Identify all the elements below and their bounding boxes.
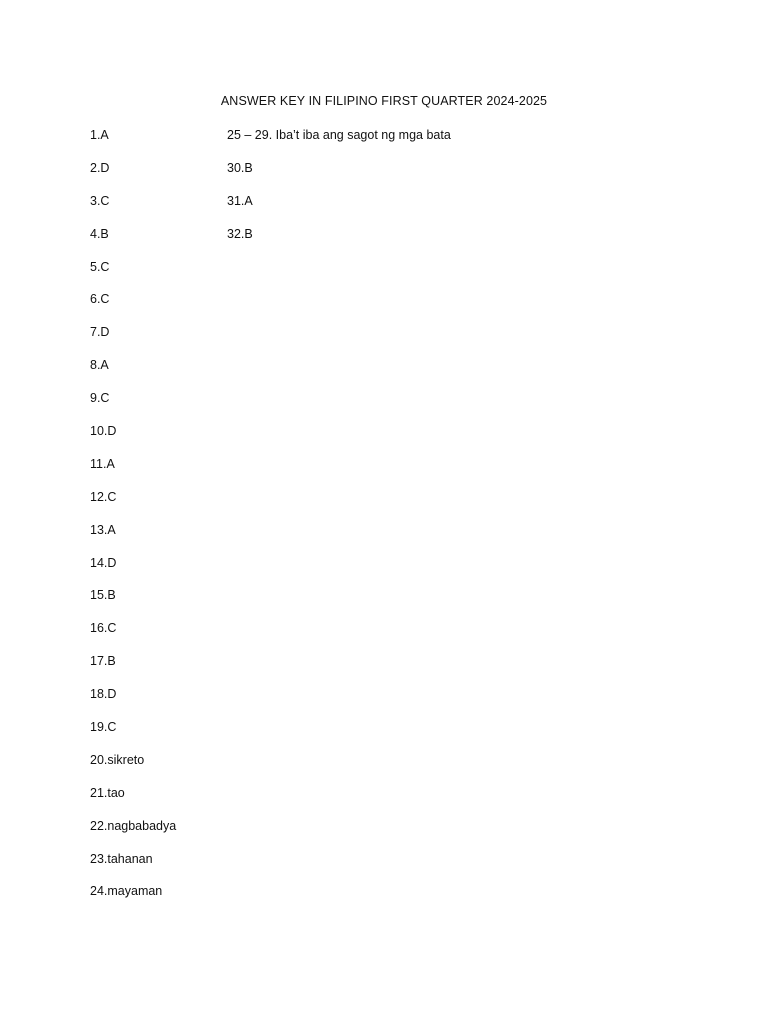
answer-item: 4.B (90, 226, 109, 241)
answer-item: 23.tahanan (90, 851, 153, 866)
answer-item: 19.C (90, 720, 117, 735)
answer-item: 24.mayaman (90, 884, 163, 899)
answer-item: 22.nagbabadya (90, 818, 177, 833)
answer-list-left (90, 127, 176, 916)
answer-item: 17.B (90, 654, 116, 669)
answer-item: 21.tao (90, 785, 125, 800)
answer-item: 31.A (227, 193, 253, 208)
answer-item: 5.C (90, 259, 110, 274)
answer-item: 32.B (227, 226, 253, 241)
answer-item: 3.C (90, 193, 110, 208)
document-title: ANSWER KEY IN FILIPINO FIRST QUARTER 2024-2025 (220, 94, 548, 108)
answer-item: 12.C (90, 489, 117, 504)
answer-item: 13.A (90, 522, 116, 537)
answer-item: 15.B (90, 588, 116, 603)
answer-item: 25 – 29. Iba’t iba ang sagot ng mga bata (227, 128, 451, 142)
answer-item: 16.C (90, 621, 117, 636)
answer-item: 14.D (90, 555, 117, 570)
answer-item: 8.A (90, 358, 109, 373)
answer-item: 7.D (90, 325, 110, 340)
answer-item: 30.B (227, 160, 253, 175)
answer-item: 10.D (90, 424, 117, 439)
answer-item: 2.D (90, 160, 110, 175)
answer-item: 6.C (90, 292, 110, 307)
answer-list-right (227, 127, 451, 259)
answer-item: 18.D (90, 687, 117, 702)
answer-item: 9.C (90, 391, 110, 406)
answer-item: 1.A (90, 128, 109, 142)
answer-item: 20.sikreto (90, 752, 145, 767)
answer-item: 11.A (90, 456, 115, 471)
